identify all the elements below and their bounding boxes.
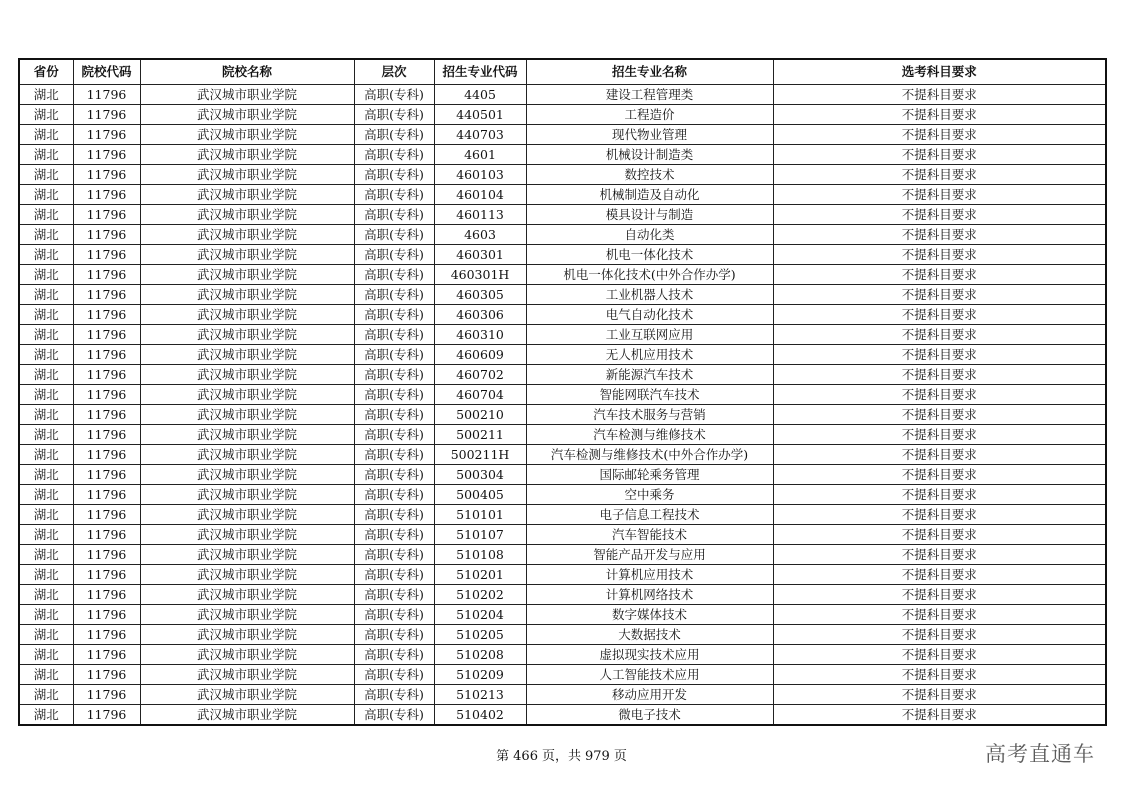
page-prefix: 第: [496, 749, 510, 764]
school-code-cell: 11796: [73, 425, 140, 445]
major-name-cell: 模具设计与制造: [526, 205, 773, 225]
major-code-cell: 460305: [434, 285, 526, 305]
school-code-cell: 11796: [73, 325, 140, 345]
major-code-cell: 500210: [434, 405, 526, 425]
table-row: [19, 665, 1106, 685]
level-cell: 高职(专科): [354, 185, 434, 205]
province-cell: 湖北: [19, 465, 73, 485]
major-code-cell: 460306: [434, 305, 526, 325]
school-code-cell: 11796: [73, 445, 140, 465]
school-name-cell: 武汉城市职业学院: [140, 705, 354, 726]
school-code-cell: 11796: [73, 245, 140, 265]
table-body: [19, 85, 1106, 726]
major-name-cell: 汽车技术服务与营销: [526, 405, 773, 425]
level-cell: 高职(专科): [354, 525, 434, 545]
school-name-cell: 武汉城市职业学院: [140, 305, 354, 325]
table-row: [19, 605, 1106, 625]
major-code-cell: 500304: [434, 465, 526, 485]
province-cell: 湖北: [19, 305, 73, 325]
subject-requirement-cell: 不提科目要求: [773, 465, 1106, 485]
admissions-table: [18, 58, 1107, 726]
table-row: [19, 405, 1106, 425]
school-code-cell: 11796: [73, 665, 140, 685]
level-cell: 高职(专科): [354, 425, 434, 445]
level-cell: 高职(专科): [354, 505, 434, 525]
table-row: [19, 565, 1106, 585]
school-name-cell: 武汉城市职业学院: [140, 545, 354, 565]
major-name-cell: 数控技术: [526, 165, 773, 185]
school-code-cell: 11796: [73, 545, 140, 565]
subject-requirement-cell: 不提科目要求: [773, 85, 1106, 105]
level-cell: 高职(专科): [354, 605, 434, 625]
col-header-school-code: 院校代码: [73, 59, 140, 85]
school-name-cell: 武汉城市职业学院: [140, 105, 354, 125]
table-row: [19, 325, 1106, 345]
table-row: [19, 205, 1106, 225]
subject-requirement-cell: 不提科目要求: [773, 185, 1106, 205]
subject-requirement-cell: 不提科目要求: [773, 365, 1106, 385]
province-cell: 湖北: [19, 225, 73, 245]
school-name-cell: 武汉城市职业学院: [140, 185, 354, 205]
major-code-cell: 510204: [434, 605, 526, 625]
school-name-cell: 武汉城市职业学院: [140, 245, 354, 265]
subject-requirement-cell: 不提科目要求: [773, 685, 1106, 705]
school-name-cell: 武汉城市职业学院: [140, 85, 354, 105]
admissions-table-container: [18, 58, 1105, 726]
school-code-cell: 11796: [73, 105, 140, 125]
school-code-cell: 11796: [73, 385, 140, 405]
table-row: [19, 305, 1106, 325]
major-code-cell: 4601: [434, 145, 526, 165]
table-row: [19, 465, 1106, 485]
col-header-province: 省份: [19, 59, 73, 85]
subject-requirement-cell: 不提科目要求: [773, 285, 1106, 305]
subject-requirement-cell: 不提科目要求: [773, 225, 1106, 245]
level-cell: 高职(专科): [354, 445, 434, 465]
subject-requirement-cell: 不提科目要求: [773, 605, 1106, 625]
school-name-cell: 武汉城市职业学院: [140, 165, 354, 185]
province-cell: 湖北: [19, 545, 73, 565]
major-name-cell: 虚拟现实技术应用: [526, 645, 773, 665]
province-cell: 湖北: [19, 185, 73, 205]
level-cell: 高职(专科): [354, 385, 434, 405]
province-cell: 湖北: [19, 265, 73, 285]
major-name-cell: 新能源汽车技术: [526, 365, 773, 385]
major-name-cell: 大数据技术: [526, 625, 773, 645]
level-cell: 高职(专科): [354, 165, 434, 185]
school-code-cell: 11796: [73, 505, 140, 525]
table-row: [19, 505, 1106, 525]
level-cell: 高职(专科): [354, 225, 434, 245]
major-name-cell: 计算机网络技术: [526, 585, 773, 605]
page-mid: 页，共: [541, 749, 581, 764]
major-name-cell: 数字媒体技术: [526, 605, 773, 625]
school-name-cell: 武汉城市职业学院: [140, 325, 354, 345]
level-cell: 高职(专科): [354, 705, 434, 726]
school-name-cell: 武汉城市职业学院: [140, 425, 354, 445]
col-header-school-name: 院校名称: [140, 59, 354, 85]
school-name-cell: 武汉城市职业学院: [140, 505, 354, 525]
school-name-cell: 武汉城市职业学院: [140, 685, 354, 705]
school-name-cell: 武汉城市职业学院: [140, 665, 354, 685]
level-cell: 高职(专科): [354, 285, 434, 305]
school-code-cell: 11796: [73, 705, 140, 726]
province-cell: 湖北: [19, 345, 73, 365]
school-code-cell: 11796: [73, 345, 140, 365]
major-name-cell: 现代物业管理: [526, 125, 773, 145]
major-name-cell: 人工智能技术应用: [526, 665, 773, 685]
province-cell: 湖北: [19, 85, 73, 105]
school-name-cell: 武汉城市职业学院: [140, 145, 354, 165]
subject-requirement-cell: 不提科目要求: [773, 705, 1106, 726]
table-row: [19, 705, 1106, 726]
school-name-cell: 武汉城市职业学院: [140, 565, 354, 585]
major-code-cell: 4603: [434, 225, 526, 245]
province-cell: 湖北: [19, 285, 73, 305]
major-code-cell: 460103: [434, 165, 526, 185]
major-code-cell: 440501: [434, 105, 526, 125]
subject-requirement-cell: 不提科目要求: [773, 545, 1106, 565]
school-code-cell: 11796: [73, 285, 140, 305]
major-name-cell: 建设工程管理类: [526, 85, 773, 105]
subject-requirement-cell: 不提科目要求: [773, 165, 1106, 185]
province-cell: 湖北: [19, 685, 73, 705]
level-cell: 高职(专科): [354, 245, 434, 265]
school-code-cell: 11796: [73, 265, 140, 285]
school-code-cell: 11796: [73, 225, 140, 245]
major-code-cell: 460113: [434, 205, 526, 225]
table-row: [19, 525, 1106, 545]
major-name-cell: 国际邮轮乘务管理: [526, 465, 773, 485]
subject-requirement-cell: 不提科目要求: [773, 305, 1106, 325]
subject-requirement-cell: 不提科目要求: [773, 105, 1106, 125]
province-cell: 湖北: [19, 445, 73, 465]
province-cell: 湖北: [19, 705, 73, 726]
school-name-cell: 武汉城市职业学院: [140, 345, 354, 365]
level-cell: 高职(专科): [354, 345, 434, 365]
province-cell: 湖北: [19, 145, 73, 165]
school-code-cell: 11796: [73, 465, 140, 485]
level-cell: 高职(专科): [354, 645, 434, 665]
level-cell: 高职(专科): [354, 545, 434, 565]
major-code-cell: 510201: [434, 565, 526, 585]
major-code-cell: 460301H: [434, 265, 526, 285]
province-cell: 湖北: [19, 425, 73, 445]
school-name-cell: 武汉城市职业学院: [140, 525, 354, 545]
major-name-cell: 智能产品开发与应用: [526, 545, 773, 565]
major-code-cell: 460310: [434, 325, 526, 345]
table-row: [19, 485, 1106, 505]
level-cell: 高职(专科): [354, 565, 434, 585]
major-code-cell: 460609: [434, 345, 526, 365]
level-cell: 高职(专科): [354, 625, 434, 645]
major-name-cell: 电子信息工程技术: [526, 505, 773, 525]
major-code-cell: 500405: [434, 485, 526, 505]
level-cell: 高职(专科): [354, 125, 434, 145]
table-row: [19, 545, 1106, 565]
major-code-cell: 460301: [434, 245, 526, 265]
school-name-cell: 武汉城市职业学院: [140, 225, 354, 245]
major-code-cell: 460104: [434, 185, 526, 205]
school-name-cell: 武汉城市职业学院: [140, 125, 354, 145]
province-cell: 湖北: [19, 505, 73, 525]
province-cell: 湖北: [19, 405, 73, 425]
table-row: [19, 265, 1106, 285]
subject-requirement-cell: 不提科目要求: [773, 425, 1106, 445]
table-row: [19, 285, 1106, 305]
province-cell: 湖北: [19, 605, 73, 625]
province-cell: 湖北: [19, 665, 73, 685]
major-name-cell: 机电一体化技术(中外合作办学): [526, 265, 773, 285]
province-cell: 湖北: [19, 645, 73, 665]
province-cell: 湖北: [19, 165, 73, 185]
province-cell: 湖北: [19, 125, 73, 145]
subject-requirement-cell: 不提科目要求: [773, 325, 1106, 345]
province-cell: 湖北: [19, 385, 73, 405]
major-name-cell: 汽车检测与维修技术: [526, 425, 773, 445]
level-cell: 高职(专科): [354, 265, 434, 285]
school-code-cell: 11796: [73, 145, 140, 165]
province-cell: 湖北: [19, 205, 73, 225]
school-name-cell: 武汉城市职业学院: [140, 605, 354, 625]
table-row: [19, 625, 1106, 645]
major-code-cell: 510101: [434, 505, 526, 525]
page-current: 466: [513, 749, 538, 764]
province-cell: 湖北: [19, 565, 73, 585]
major-name-cell: 汽车检测与维修技术(中外合作办学): [526, 445, 773, 465]
table-row: [19, 425, 1106, 445]
level-cell: 高职(专科): [354, 485, 434, 505]
major-code-cell: 510213: [434, 685, 526, 705]
subject-requirement-cell: 不提科目要求: [773, 445, 1106, 465]
subject-requirement-cell: 不提科目要求: [773, 665, 1106, 685]
level-cell: 高职(专科): [354, 145, 434, 165]
major-name-cell: 计算机应用技术: [526, 565, 773, 585]
school-name-cell: 武汉城市职业学院: [140, 485, 354, 505]
major-name-cell: 工业机器人技术: [526, 285, 773, 305]
major-name-cell: 工程造价: [526, 105, 773, 125]
school-code-cell: 11796: [73, 405, 140, 425]
major-name-cell: 机械制造及自动化: [526, 185, 773, 205]
major-name-cell: 汽车智能技术: [526, 525, 773, 545]
major-code-cell: 510209: [434, 665, 526, 685]
subject-requirement-cell: 不提科目要求: [773, 485, 1106, 505]
major-code-cell: 510208: [434, 645, 526, 665]
level-cell: 高职(专科): [354, 685, 434, 705]
level-cell: 高职(专科): [354, 105, 434, 125]
subject-requirement-cell: 不提科目要求: [773, 125, 1106, 145]
school-name-cell: 武汉城市职业学院: [140, 405, 354, 425]
table-row: [19, 185, 1106, 205]
school-name-cell: 武汉城市职业学院: [140, 585, 354, 605]
subject-requirement-cell: 不提科目要求: [773, 265, 1106, 285]
major-code-cell: 510402: [434, 705, 526, 726]
school-name-cell: 武汉城市职业学院: [140, 385, 354, 405]
major-code-cell: 440703: [434, 125, 526, 145]
major-code-cell: 500211H: [434, 445, 526, 465]
major-name-cell: 无人机应用技术: [526, 345, 773, 365]
major-code-cell: 510202: [434, 585, 526, 605]
major-code-cell: 510205: [434, 625, 526, 645]
school-code-cell: 11796: [73, 685, 140, 705]
subject-requirement-cell: 不提科目要求: [773, 205, 1106, 225]
major-code-cell: 510108: [434, 545, 526, 565]
province-cell: 湖北: [19, 625, 73, 645]
col-header-major-code: 招生专业代码: [434, 59, 526, 85]
province-cell: 湖北: [19, 325, 73, 345]
table-row: [19, 345, 1106, 365]
level-cell: 高职(专科): [354, 305, 434, 325]
subject-requirement-cell: 不提科目要求: [773, 625, 1106, 645]
school-code-cell: 11796: [73, 305, 140, 325]
school-name-cell: 武汉城市职业学院: [140, 645, 354, 665]
level-cell: 高职(专科): [354, 205, 434, 225]
school-code-cell: 11796: [73, 645, 140, 665]
province-cell: 湖北: [19, 105, 73, 125]
school-name-cell: 武汉城市职业学院: [140, 265, 354, 285]
school-code-cell: 11796: [73, 185, 140, 205]
major-name-cell: 智能网联汽车技术: [526, 385, 773, 405]
table-row: [19, 245, 1106, 265]
level-cell: 高职(专科): [354, 365, 434, 385]
province-cell: 湖北: [19, 485, 73, 505]
subject-requirement-cell: 不提科目要求: [773, 405, 1106, 425]
school-code-cell: 11796: [73, 585, 140, 605]
major-name-cell: 空中乘务: [526, 485, 773, 505]
level-cell: 高职(专科): [354, 85, 434, 105]
table-row: [19, 445, 1106, 465]
province-cell: 湖北: [19, 365, 73, 385]
watermark: 高考直通车: [985, 742, 1095, 766]
school-code-cell: 11796: [73, 525, 140, 545]
province-cell: 湖北: [19, 585, 73, 605]
major-code-cell: 460704: [434, 385, 526, 405]
subject-requirement-cell: 不提科目要求: [773, 385, 1106, 405]
major-code-cell: 510107: [434, 525, 526, 545]
major-name-cell: 工业互联网应用: [526, 325, 773, 345]
school-code-cell: 11796: [73, 165, 140, 185]
table-header-row: [19, 59, 1106, 85]
school-name-cell: 武汉城市职业学院: [140, 465, 354, 485]
level-cell: 高职(专科): [354, 405, 434, 425]
table-row: [19, 385, 1106, 405]
school-name-cell: 武汉城市职业学院: [140, 445, 354, 465]
school-code-cell: 11796: [73, 365, 140, 385]
school-code-cell: 11796: [73, 205, 140, 225]
table-row: [19, 685, 1106, 705]
subject-requirement-cell: 不提科目要求: [773, 565, 1106, 585]
table-row: [19, 225, 1106, 245]
level-cell: 高职(专科): [354, 585, 434, 605]
table-row: [19, 365, 1106, 385]
col-header-subject-requirement: 选考科目要求: [773, 59, 1106, 85]
major-name-cell: 机械设计制造类: [526, 145, 773, 165]
subject-requirement-cell: 不提科目要求: [773, 585, 1106, 605]
major-code-cell: 500211: [434, 425, 526, 445]
subject-requirement-cell: 不提科目要求: [773, 245, 1106, 265]
major-name-cell: 微电子技术: [526, 705, 773, 726]
major-name-cell: 机电一体化技术: [526, 245, 773, 265]
province-cell: 湖北: [19, 245, 73, 265]
school-name-cell: 武汉城市职业学院: [140, 625, 354, 645]
table-row: [19, 125, 1106, 145]
school-code-cell: 11796: [73, 625, 140, 645]
province-cell: 湖北: [19, 525, 73, 545]
level-cell: 高职(专科): [354, 325, 434, 345]
school-code-cell: 11796: [73, 485, 140, 505]
table-row: [19, 645, 1106, 665]
subject-requirement-cell: 不提科目要求: [773, 525, 1106, 545]
table-row: [19, 585, 1106, 605]
page-suffix: 页: [613, 749, 627, 764]
school-code-cell: 11796: [73, 565, 140, 585]
major-name-cell: 自动化类: [526, 225, 773, 245]
table-row: [19, 165, 1106, 185]
school-code-cell: 11796: [73, 605, 140, 625]
table-row: [19, 145, 1106, 165]
level-cell: 高职(专科): [354, 665, 434, 685]
level-cell: 高职(专科): [354, 465, 434, 485]
school-code-cell: 11796: [73, 125, 140, 145]
subject-requirement-cell: 不提科目要求: [773, 145, 1106, 165]
major-code-cell: 460702: [434, 365, 526, 385]
school-code-cell: 11796: [73, 85, 140, 105]
subject-requirement-cell: 不提科目要求: [773, 645, 1106, 665]
col-header-level: 层次: [354, 59, 434, 85]
col-header-major-name: 招生专业名称: [526, 59, 773, 85]
subject-requirement-cell: 不提科目要求: [773, 505, 1106, 525]
major-name-cell: 移动应用开发: [526, 685, 773, 705]
school-name-cell: 武汉城市职业学院: [140, 285, 354, 305]
table-row: [19, 105, 1106, 125]
major-code-cell: 4405: [434, 85, 526, 105]
table-row: [19, 85, 1106, 105]
page-number: [0, 745, 1123, 764]
school-name-cell: 武汉城市职业学院: [140, 365, 354, 385]
subject-requirement-cell: 不提科目要求: [773, 345, 1106, 365]
major-name-cell: 电气自动化技术: [526, 305, 773, 325]
page-total: 979: [585, 749, 610, 764]
school-name-cell: 武汉城市职业学院: [140, 205, 354, 225]
